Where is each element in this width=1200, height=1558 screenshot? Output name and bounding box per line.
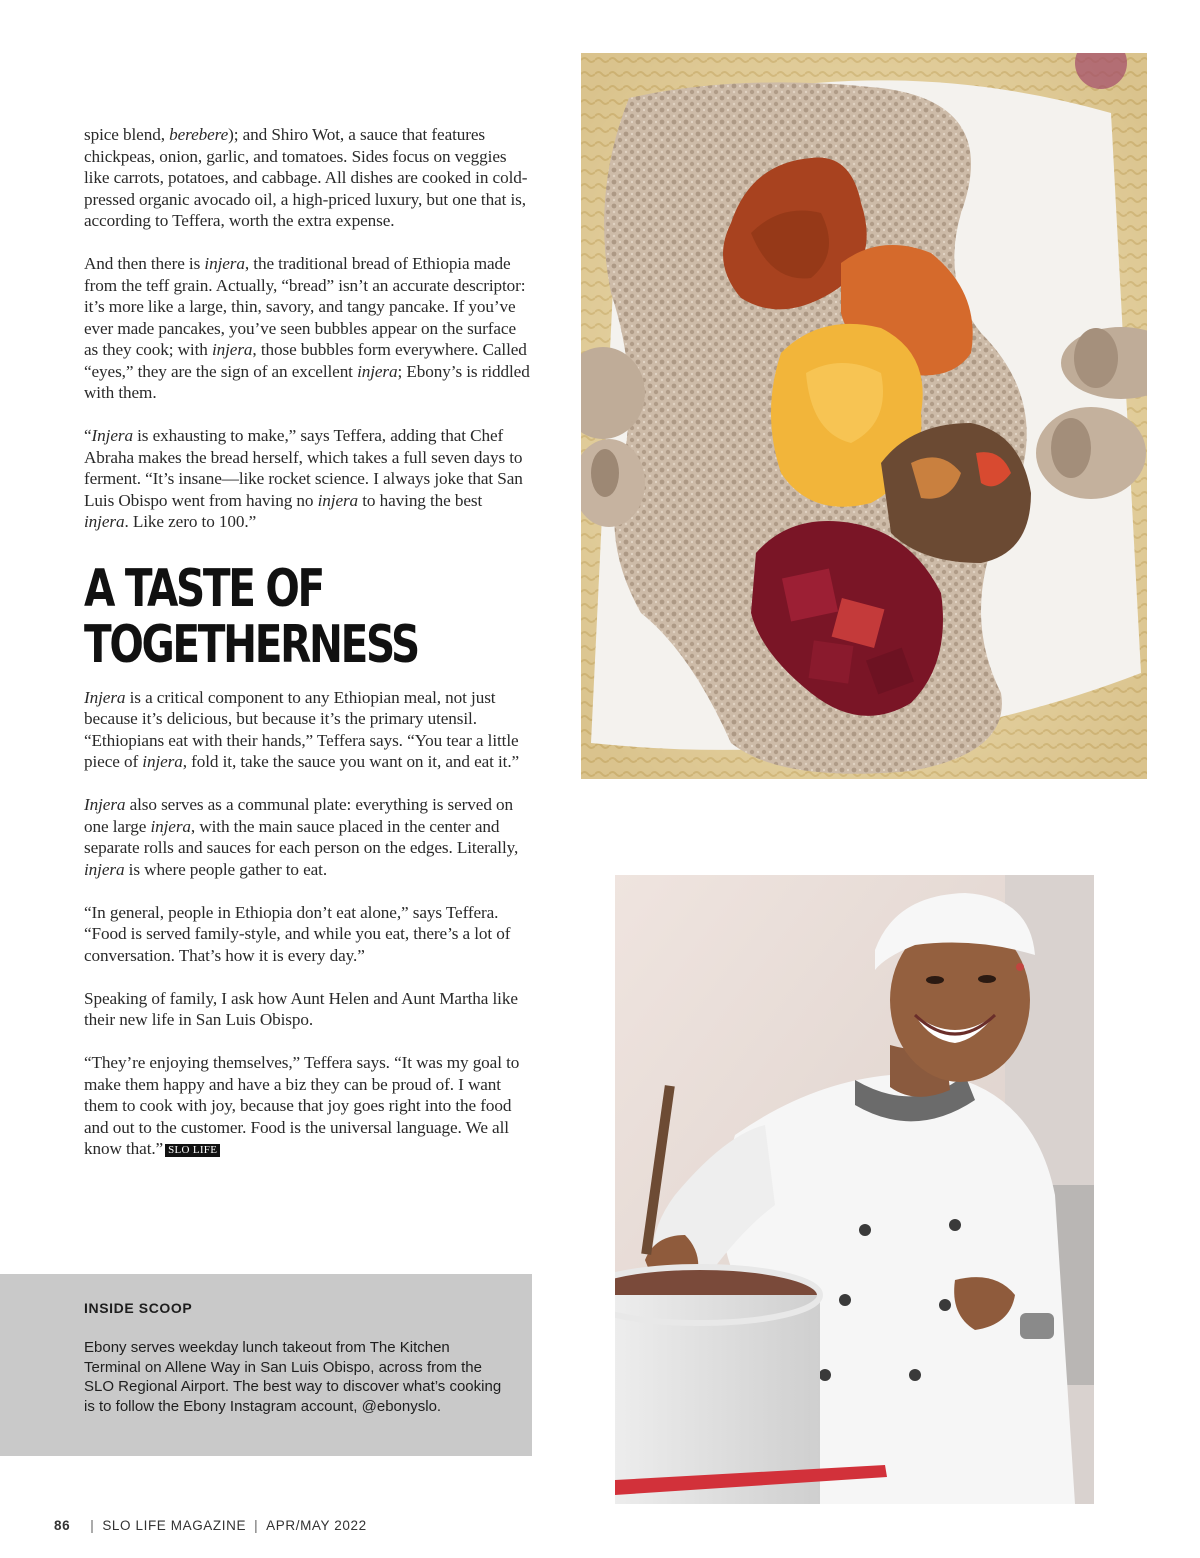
end-mark: SLO LIFE	[165, 1144, 220, 1157]
magazine-name: SLO LIFE MAGAZINE	[102, 1518, 247, 1533]
article-column	[84, 124, 530, 1181]
paragraph: “In general, people in Ethiopia don’t eat alone,” says Teffera. “Food is served family-style, and while you eat, there’s a lot of conversation. That’s how it is every day.”	[84, 902, 511, 965]
headline-line: A TASTE OF	[84, 558, 323, 619]
paragraph: Injera is a critical component to any Ethiopian meal, not just because it’s delicious, but because it’s the primary utensil. “Ethiopians eat with their hands,” Teffera says. “You tear a little piece of injera, fold it, take the sauce you want on it, and eat it.”	[84, 687, 520, 771]
issue-date: APR/MAY 2022	[266, 1518, 367, 1533]
footer-separator: |	[90, 1518, 95, 1533]
page-number: 86	[54, 1518, 71, 1533]
section-headline	[84, 558, 529, 675]
footer-separator: |	[254, 1518, 259, 1533]
food-photo	[581, 53, 1147, 779]
paragraph: spice blend, berebere); and Shiro Wot, a sauce that features chickpeas, onion, garlic, and tomatoes. Sides focus on veggies like carrots, potatoes, and cabbage. All dishes are cooked in cold-pressed organic avocado oil, a high-priced luxury, but one that is, according to Teffera, worth the extra expense.	[84, 125, 528, 230]
page-footer	[54, 1518, 367, 1533]
paragraph: “They’re enjoying themselves,” Teffera says. “It was my goal to make them happy and have a biz they can be proud of. I want them to cook with joy, because that joy goes right into the food and out to the customer. Food is the universal language. We all know that.” SLO LIFE	[84, 1053, 520, 1158]
paragraph: “Injera is exhausting to make,” says Teffera, adding that Chef Abraha makes the bread herself, which takes a full seven days to ferment. “It’s insane—like rocket science. I always joke that San Luis Obispo went from having no injera to having the best injera. Like zero to 100.”	[84, 426, 523, 531]
headline-line: TOGETHERNESS	[84, 614, 418, 675]
sidebar-body: Ebony serves weekday lunch takeout from The Kitchen Terminal on Allene Way in San Luis Obispo, across from the SLO Regional Airport. The best way to discover what’s cooking is to follow the Ebony Instagram account, @ebonyslo.	[84, 1339, 502, 1415]
paragraph: Injera also serves as a communal plate: everything is served on one large injera, with the main sauce placed in the center and separate rolls and sauces for each person on the edges. Literally, injera is where people gather to eat.	[84, 795, 519, 879]
sidebar-title: INSIDE SCOOP	[84, 1300, 193, 1316]
chef-photo	[615, 875, 1094, 1504]
inside-scoop-box	[0, 1274, 532, 1456]
paragraph: And then there is injera, the traditional bread of Ethiopia made from the teff grain. Actually, “bread” isn’t an accurate descriptor: it’s more like a large, thin, savory, and tangy pancake. If you’ve ever made pancakes, you’ve seen bubbles appear on the surface as they cook; with injera, those bubbles form everywhere. Called “eyes,” they are the sign of an excellent injera; Ebony’s is riddled with them.	[84, 254, 530, 402]
paragraph: Speaking of family, I ask how Aunt Helen and Aunt Martha like their new life in San Luis Obispo.	[84, 988, 518, 1029]
